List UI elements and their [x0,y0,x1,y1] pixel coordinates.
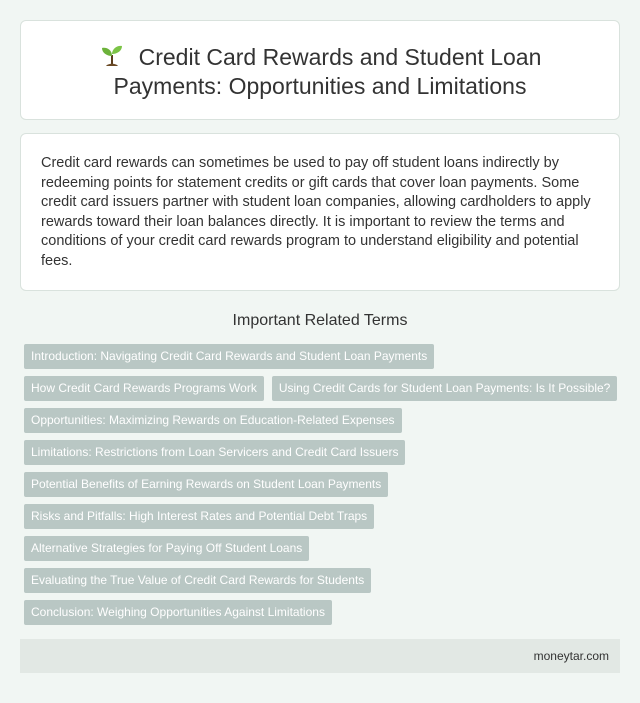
term-tag[interactable]: How Credit Card Rewards Programs Work [24,376,264,401]
intro-card [20,133,620,291]
term-tag[interactable]: Alternative Strategies for Paying Off Student Loans [24,536,309,561]
term-tag[interactable]: Limitations: Restrictions from Loan Servicers and Credit Card Issuers [24,440,405,465]
related-terms-list [24,344,620,632]
term-tag[interactable]: Conclusion: Weighing Opportunities Against Limitations [24,600,332,625]
footer [20,639,620,673]
term-tag[interactable]: Opportunities: Maximizing Rewards on Education-Related Expenses [24,408,402,433]
term-tag[interactable]: Introduction: Navigating Credit Card Rewards and Student Loan Payments [24,344,434,369]
sprout-icon [99,43,125,69]
page-title [51,43,589,101]
term-tag[interactable]: Using Credit Cards for Student Loan Payments: Is It Possible? [272,376,618,401]
intro-text: Credit card rewards can sometimes be used to pay off student loans indirectly by redeeming points for statement credits or gift cards that cover loan payments. Some credit card issuers partner with student loan companies, allowing cardholders to apply rewards toward their loan balances directly. It is important to review the terms and conditions of your credit card rewards program to understand eligibility and potential fees. [41,155,591,269]
term-tag[interactable]: Evaluating the True Value of Credit Card Rewards for Students [24,568,371,593]
footer-site-link[interactable]: moneytar.com [533,649,609,663]
page-title-text: Credit Card Rewards and Student Loan Payments: Opportunities and Limitations [113,44,542,99]
term-tag[interactable]: Potential Benefits of Earning Rewards on Student Loan Payments [24,472,388,497]
related-terms-heading: Important Related Terms [232,312,408,329]
term-tag[interactable]: Risks and Pitfalls: High Interest Rates and Potential Debt Traps [24,504,374,529]
title-card [20,20,620,120]
